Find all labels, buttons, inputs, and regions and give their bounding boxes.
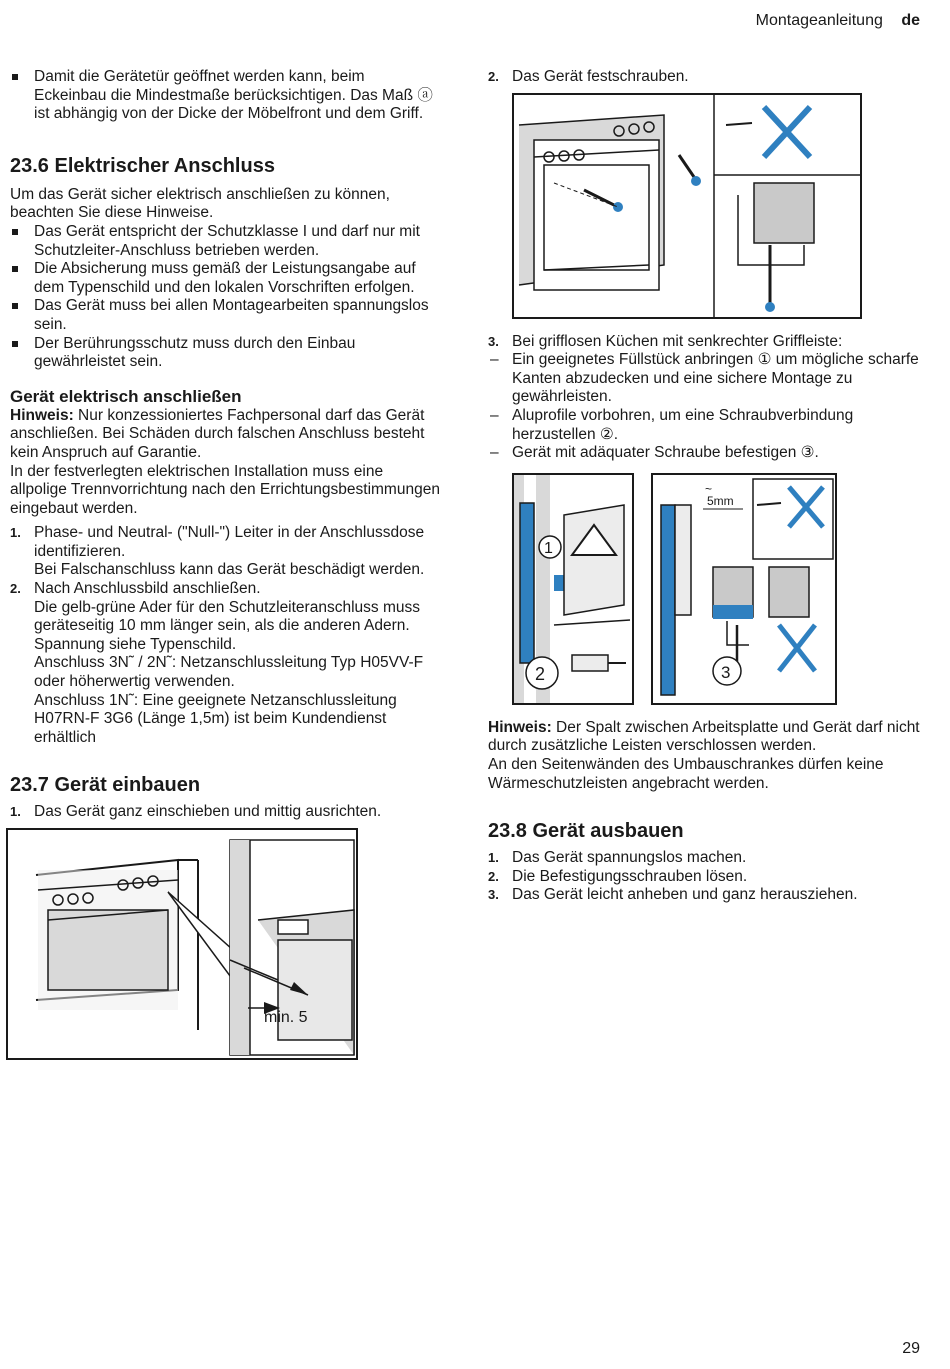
page-header — [756, 12, 920, 30]
handleless-dash-list — [488, 351, 920, 463]
section-title-23-8: 23.8 Gerät ausbauen — [488, 820, 684, 843]
fasten-illustration — [512, 93, 862, 319]
list-item: Das Gerät muss bei allen Montagearbeiten spannungslos sein. — [10, 297, 440, 334]
approx-sign: ~ — [705, 481, 713, 496]
step-line: Spannung siehe Typenschild. — [34, 635, 237, 653]
step-item — [488, 68, 920, 87]
step-number: 3. — [488, 887, 499, 903]
list-item: – Gerät mit adäquater Schraube befestigen ③. — [488, 444, 920, 463]
note-text: Der Spalt zwischen Arbeitsplatte und Gerät darf nicht durch zusätzliche Leisten verschlossen werden. — [488, 718, 920, 755]
step-item — [488, 333, 920, 352]
callout-1: 1 — [544, 539, 553, 557]
step-item — [488, 849, 920, 868]
section-title-23-6: 23.6 Elektrischer Anschluss — [10, 154, 275, 177]
filler-illustration — [512, 473, 634, 705]
right-column — [488, 68, 920, 905]
screw-illustration — [651, 473, 837, 705]
intro-bullet-list — [10, 68, 440, 124]
install-illustration — [6, 828, 358, 1060]
step-line: Phase- und Neutral- ("Null-") Leiter in der Anschlussdose identifizieren. — [34, 524, 425, 560]
header-title: Montageanleitung — [755, 12, 883, 29]
step-text: Die Befestigungsschrauben lösen. — [512, 867, 748, 885]
step-line: Anschluss 1N˜: Eine geeignete Netzanschlussleitung H07RN-F 3G6 (Länge 1,5m) ist beim Kundendienst erhältlich — [34, 691, 397, 746]
section-title-23-7: 23.7 Gerät einbauen — [10, 774, 201, 797]
step-text: Das Gerät ganz einschieben und mittig ausrichten. — [34, 803, 382, 821]
callout-2: 2 — [535, 663, 546, 684]
step-number: 3. — [488, 333, 499, 349]
step-text: Das Gerät spannungslos machen. — [512, 849, 747, 867]
note-label: Hinweis: — [10, 406, 74, 424]
paragraph: In der festverlegten elektrischen Installation muss eine allpolige Trennvorrichtung nach den Errichtungsbestimmungen eingebaut werden. — [10, 462, 440, 517]
step-line: Nach Anschlussbild anschließen. — [34, 580, 261, 598]
list-item: – Aluprofile vorbohren, um eine Schraubverbindung herzustellen ②. — [488, 407, 920, 444]
step-line: Anschluss 3N˜ / 2N˜: Netzanschlussleitung Typ H05VV-F oder höherwertig verwenden. — [34, 654, 424, 691]
step-number: 2. — [10, 581, 21, 597]
note-label: Hinweis: — [488, 718, 552, 736]
step-line: Die gelb-grüne Ader für den Schutzleiteranschluss muss geräteseitig 10 mm länger sein, als die anderen Adern. — [34, 598, 420, 635]
step-number: 1. — [488, 850, 499, 866]
note — [488, 719, 920, 756]
step-item — [10, 524, 440, 580]
filler-drawing — [514, 475, 632, 703]
fasten-steps — [488, 68, 920, 87]
step-number: 2. — [488, 868, 499, 884]
install-drawing — [8, 830, 356, 1058]
min-gap-label: min. 5 — [264, 1009, 308, 1026]
step-text: Bei grifflosen Küchen mit senkrechter Griffleiste: — [512, 332, 843, 350]
list-item: Die Absicherung muss gemäß der Leistungsangabe auf dem Typenschild und den lokalen Vorschriften erfolgen. — [10, 260, 440, 297]
step-item — [488, 886, 920, 905]
step-item — [488, 868, 920, 887]
step-item — [10, 580, 440, 747]
list-item: Der Berührungsschutz muss durch den Einbau gewährleistet sein. — [10, 335, 440, 372]
note-text: Nur konzessioniertes Fachpersonal darf das Gerät anschließen. Bei Schäden durch falschen Anschluss besteht kein Anspruch auf Garantie. — [10, 406, 425, 461]
left-column — [10, 68, 440, 1060]
subsection-title: Gerät elektrisch anschließen — [10, 386, 242, 406]
note — [10, 407, 440, 463]
gap-label: 5mm — [707, 493, 734, 508]
step-text: Das Gerät leicht anheben und ganz herausziehen. — [512, 886, 858, 904]
paragraph: An den Seitenwänden des Umbauschrankes dürfen keine Wärmeschutzleisten angebracht werden. — [488, 755, 884, 792]
list-item: – Ein geeignetes Füllstück anbringen ① um mögliche scharfe Kanten abzudecken und eine sichere Montage zu gewährleisten. — [488, 351, 920, 407]
step-text: Das Gerät festschrauben. — [512, 68, 689, 85]
page-number: 29 — [902, 1340, 920, 1357]
callout-3: 3 — [721, 662, 731, 682]
section-intro: Um das Gerät sicher elektrisch anschließen zu können, beachten Sie diese Hinweise. — [10, 185, 390, 222]
step-number: 1. — [10, 804, 21, 820]
header-language: de — [901, 12, 920, 29]
step-number: 1. — [10, 525, 21, 541]
install-steps — [10, 803, 440, 822]
handleless-figures — [488, 473, 920, 709]
list-item: Das Gerät entspricht der Schutzklasse I und darf nur mit Schutzleiter-Anschluss betrieben werden. — [10, 223, 440, 260]
step-line: Bei Falschanschluss kann das Gerät beschädigt werden. — [34, 561, 425, 579]
connection-steps — [10, 524, 440, 747]
handleless-steps — [488, 333, 920, 352]
screw-drawing — [653, 475, 835, 703]
step-number: 2. — [488, 69, 499, 84]
step-item — [10, 803, 440, 822]
removal-steps — [488, 849, 920, 905]
fasten-drawing — [514, 95, 860, 317]
safety-bullet-list — [10, 223, 440, 372]
list-item: Damit die Gerätetür geöffnet werden kann, beim Eckeinbau die Mindestmaße berücksichtigen. Das Maß ⓐ ist abhängig von der Dicke der Möbelfront und dem Griff. — [10, 68, 440, 124]
